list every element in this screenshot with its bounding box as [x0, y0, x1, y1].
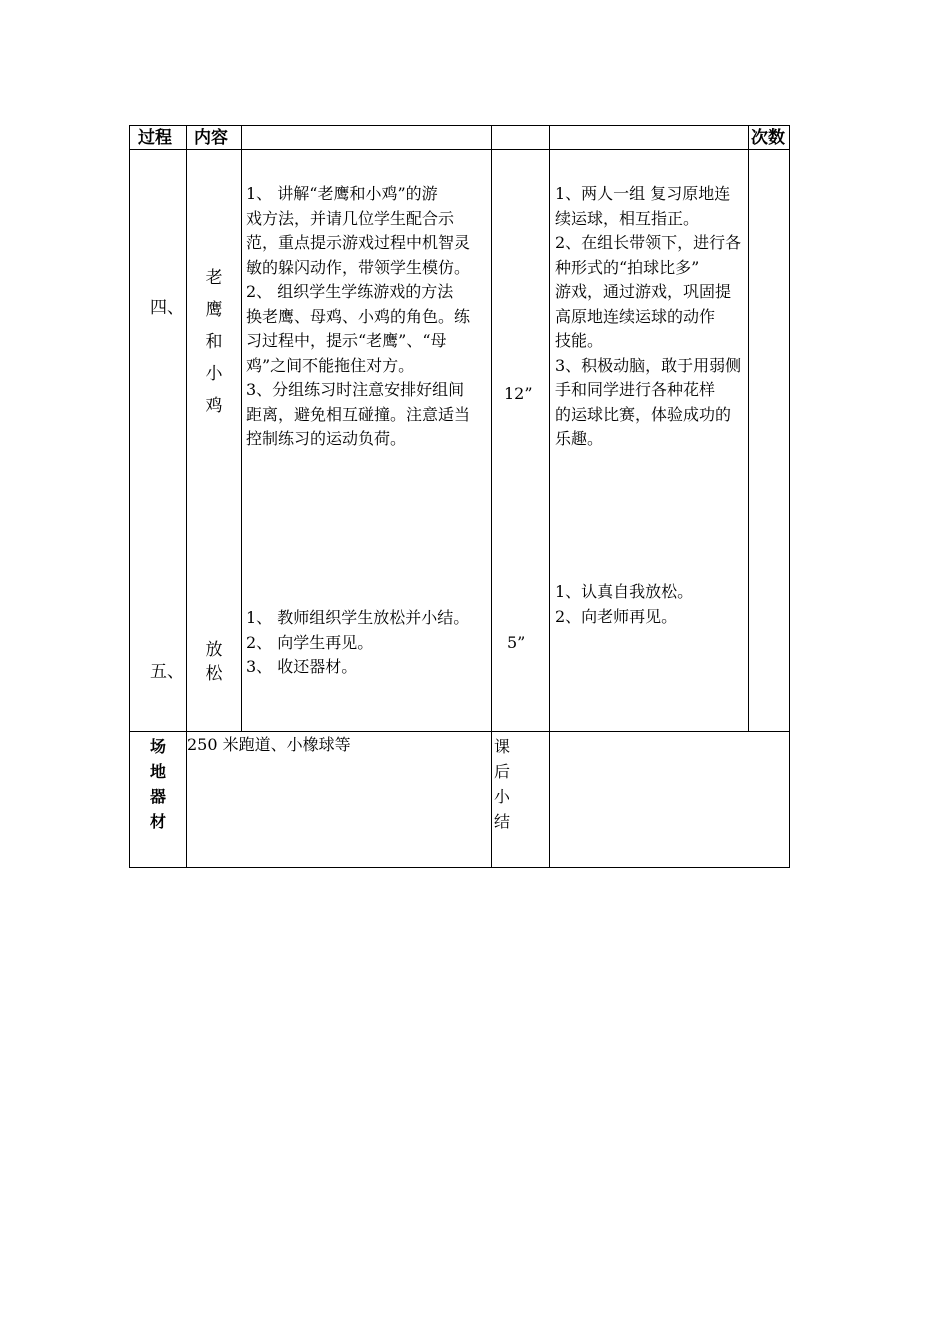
section5-title-char: 放	[205, 640, 223, 660]
summary-label-char: 后	[493, 762, 510, 781]
section5-number: 五、	[150, 662, 184, 682]
section4-title-char: 老	[205, 268, 223, 288]
section4-teacher-line: 1、 讲解“老鹰和小鸡”的游	[246, 184, 438, 203]
section5-teacher-text	[246, 606, 469, 680]
summary-label-char: 课	[493, 737, 510, 756]
section4-title-char: 鸡	[205, 396, 223, 416]
section5-title	[202, 638, 226, 686]
body-bottom-divider	[129, 731, 790, 732]
section5-student-text	[555, 580, 693, 629]
section4-title-char: 和	[205, 332, 223, 352]
section5-student-line: 1、认真自我放松。	[555, 582, 694, 601]
section4-teacher-text	[246, 182, 470, 452]
venue-label-char: 场	[149, 737, 166, 756]
table-border-left	[129, 125, 130, 868]
section5-title-char: 松	[205, 664, 223, 684]
section4-student-line: 1、两人一组 复习原地连	[555, 184, 731, 203]
section4-teacher-line: 距离，避免相互碰撞。注意适当	[246, 404, 471, 424]
summary-label-char: 结	[493, 812, 510, 831]
venue-label-char: 器	[149, 787, 166, 806]
column-divider-student	[549, 125, 550, 868]
section5-teacher-line: 2、 向学生再见。	[246, 632, 374, 652]
section5-teacher-line: 3、 收还器材。	[246, 657, 358, 676]
header-content: 内容	[194, 128, 228, 148]
section4-student-line: 高原地连续运球的动作	[555, 306, 716, 326]
section4-teacher-line: 3、分组练习时注意安排好组间	[246, 380, 465, 399]
header-count: 次数	[751, 128, 785, 148]
section4-teacher-line: 习过程中，提示“老鹰”、“母	[246, 331, 447, 350]
section4-number: 四、	[150, 298, 184, 318]
section4-student-line: 技能。	[555, 331, 604, 350]
section5-teacher-line: 1、 教师组织学生放松并小结。	[246, 608, 470, 627]
venue-text: 250 米跑道、小橡球等	[187, 735, 351, 754]
section4-student-line: 乐趣。	[555, 429, 604, 448]
section4-time: 12”	[504, 384, 533, 403]
venue-label	[146, 734, 170, 834]
section5-time: 5”	[507, 633, 526, 652]
summary-label-char: 小	[493, 787, 510, 806]
column-divider-teacher	[241, 125, 242, 732]
venue-label-char: 地	[149, 762, 166, 781]
section4-teacher-line: 范，重点提示游戏过程中机智灵	[246, 233, 471, 252]
section4-student-line: 游戏，通过游戏，巩固提	[555, 282, 732, 301]
section4-student-line: 续运球，相互指正。	[555, 208, 700, 228]
section4-teacher-line: 敏的躲闪动作，带领学生模仿。	[246, 257, 471, 277]
table-border-top	[129, 125, 790, 126]
column-divider-count	[748, 125, 749, 732]
header-process: 过程	[138, 128, 172, 148]
section5-student-line: 2、向老师再见。	[555, 606, 678, 626]
venue-label-char: 材	[149, 812, 166, 831]
section4-student-line: 的运球比赛，体验成功的	[555, 404, 732, 424]
table-border-bottom	[129, 867, 790, 868]
summary-label	[490, 734, 514, 834]
section4-teacher-line: 鸡”之间不能拖住对方。	[246, 355, 415, 375]
section4-student-line: 3、积极动脑，敢于用弱侧	[555, 355, 742, 375]
table-border-right	[789, 125, 790, 868]
header-row-divider	[129, 149, 790, 150]
section4-teacher-line: 控制练习的运动负荷。	[246, 429, 407, 448]
section4-student-line: 手和同学进行各种花样	[555, 380, 716, 399]
section4-title-char: 小	[205, 364, 223, 384]
section4-teacher-line: 戏方法，并请几位学生配合示	[246, 208, 455, 228]
section4-title-char: 鹰	[205, 300, 223, 320]
section4-student-text	[555, 182, 741, 452]
section4-student-line: 种形式的“拍球比多”	[555, 257, 700, 277]
section4-teacher-line: 换老鹰、母鸡、小鸡的角色。练	[246, 306, 471, 326]
section4-teacher-line: 2、 组织学生学练游戏的方法	[246, 282, 454, 301]
section4-title	[202, 262, 226, 422]
section4-student-line: 2、在组长带领下，进行各	[555, 233, 742, 252]
